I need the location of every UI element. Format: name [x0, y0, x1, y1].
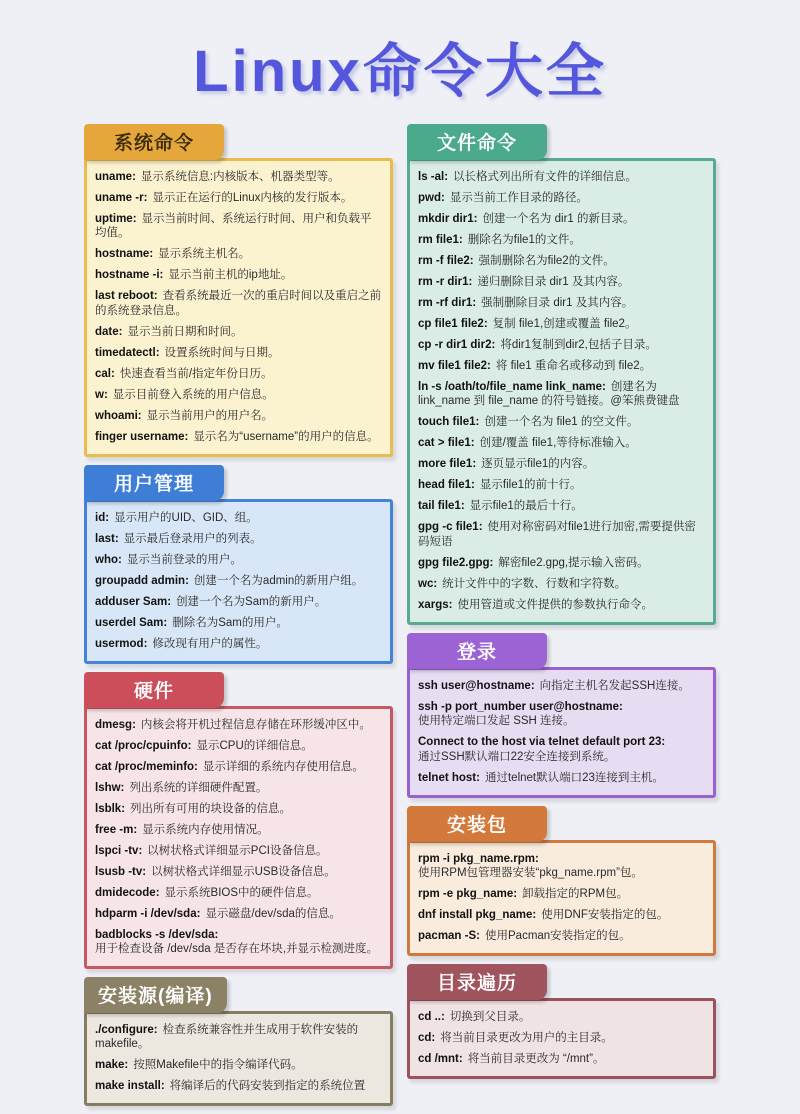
command-name: rm file1: [418, 233, 463, 246]
command-name: gpg file2.gpg: [418, 556, 494, 569]
command-description: 将当前目录更改为 “/mnt”。 [467, 1052, 605, 1065]
command-description: 使用对称密码对file1进行加密,需要提供密码短语 [418, 521, 696, 548]
command-description: 删除名为Sam的用户。 [172, 616, 288, 629]
command-description: 检查系统兼容性并生成用于软件安装的makefile。 [95, 1023, 359, 1051]
command-description: 快速查看当前/指定年份日历。 [119, 367, 273, 380]
command-name: rm -rf dir1: [418, 296, 477, 309]
command-entry [418, 296, 705, 310]
command-entry [418, 700, 705, 729]
section-card-hardware [84, 706, 393, 969]
command-name: hostname: [95, 248, 154, 261]
command-entry [418, 679, 705, 693]
command-description: 通过SSH默认端口22安全连接到系统。 [418, 750, 616, 763]
command-entry [418, 499, 705, 513]
command-description: 显示当前日期和时间。 [127, 325, 243, 338]
section-hardware [84, 672, 393, 969]
command-entry [95, 574, 382, 588]
command-description: 使用DNF安装指定的包。 [541, 909, 669, 922]
content-columns [0, 124, 800, 1114]
command-entry [418, 415, 705, 429]
command-description: 显示CPU的详细信息。 [196, 739, 313, 752]
command-description: 显示系统主机名。 [158, 248, 251, 261]
command-description: 显示当前主机的ip地址。 [168, 269, 293, 282]
command-name: wc: [418, 577, 438, 590]
command-description: 显示磁盘/dev/sda的信息。 [205, 907, 341, 920]
command-description: 修改现有用户的属性。 [152, 637, 268, 650]
command-name: timedatectl: [95, 346, 160, 359]
command-name: lspci -tv: [95, 844, 143, 857]
command-entry [418, 359, 705, 373]
command-description: 使用Pacman安装指定的包。 [485, 930, 631, 942]
command-entry [95, 388, 382, 402]
command-description: 删除名为file1的文件。 [467, 233, 581, 246]
command-name: cd ..: [418, 1010, 445, 1023]
left-column [84, 124, 393, 1114]
command-entry [95, 325, 382, 339]
command-entry [95, 289, 382, 318]
command-name: rpm -e pkg_name: [418, 888, 518, 901]
command-entry [418, 908, 705, 922]
command-name: dnf install pkg_name: [418, 909, 537, 922]
command-name: w: [95, 388, 108, 401]
command-description: 创建一个名为 file1 的空文件。 [484, 416, 639, 429]
command-description: 显示名为“username”的用户的信息。 [193, 430, 379, 443]
command-description: 以长格式列出所有文件的详细信息。 [453, 171, 638, 183]
command-name: rm -f file2: [418, 254, 474, 267]
command-description: 显示正在运行的Linux内核的发行版本。 [152, 191, 353, 204]
section-header-hardware: 硬件 [84, 672, 224, 708]
command-description: 显示file1的前十行。 [479, 479, 582, 492]
command-entry [95, 346, 382, 360]
section-file-commands [407, 124, 716, 625]
command-name: cat /proc/cpuinfo: [95, 739, 192, 752]
command-entry [95, 532, 382, 546]
command-entry [95, 1058, 382, 1072]
command-name: hostname -i: [95, 269, 164, 282]
command-description: 将当前目录更改为用户的主目录。 [440, 1031, 613, 1044]
command-description: 以树状格式详细显示PCI设备信息。 [147, 844, 328, 857]
command-description: 显示系统BIOS中的硬件信息。 [164, 886, 319, 899]
command-entry [95, 511, 382, 525]
command-description: 使用特定端口发起 SSH 连接。 [418, 715, 575, 728]
command-entry [95, 928, 382, 957]
section-card-system-commands [84, 158, 393, 457]
command-entry [95, 865, 382, 879]
command-name: Connect to the host via telnet default port 23: [418, 736, 666, 749]
command-entry [95, 844, 382, 858]
section-header-system-commands: 系统命令 [84, 124, 224, 160]
command-name: groupadd admin: [95, 574, 189, 587]
command-description: 创建名为 link_name 到 file_name 的符号链接。@笨熊费键盘 [418, 380, 680, 408]
command-description: 查看系统最近一次的重启时间以及重启之前的系统登录信息。 [95, 290, 382, 317]
command-description: 列出系统的详细硬件配置。 [129, 781, 268, 794]
command-entry [95, 760, 382, 774]
command-entry [418, 1031, 705, 1045]
command-name: dmidecode: [95, 886, 160, 899]
command-name: ./configure: [95, 1023, 158, 1036]
command-entry [418, 1010, 705, 1024]
section-card-file-commands [407, 158, 716, 625]
command-name: more file1: [418, 458, 477, 471]
command-entry [418, 771, 705, 785]
command-name: badblocks -s /dev/sda: [95, 928, 219, 941]
command-description: 显示file1的最后十行。 [469, 500, 583, 513]
command-description: 将 file1 重命名或移动到 file2。 [495, 359, 652, 372]
command-name: ssh -p port_number user@hostname: [418, 700, 623, 713]
command-entry [95, 191, 382, 205]
command-entry [418, 520, 705, 549]
command-entry [95, 170, 382, 184]
command-name: cd: [418, 1031, 436, 1044]
page-title: Linux命令大全 [193, 39, 607, 104]
command-entry [95, 247, 382, 261]
command-name: lsblk: [95, 802, 126, 815]
command-description: 使用管道或文件提供的参数执行命令。 [457, 598, 654, 611]
command-entry [418, 735, 705, 764]
command-description: 显示最后登录用户的列表。 [123, 532, 262, 545]
command-entry [418, 275, 705, 289]
section-header-file-commands: 文件命令 [407, 124, 547, 160]
section-user-management [84, 465, 393, 664]
right-column [407, 124, 716, 1087]
section-card-user-management [84, 499, 393, 664]
section-card-install-package [407, 840, 716, 956]
command-entry [95, 409, 382, 423]
command-entry [418, 317, 705, 331]
command-description: 通过telnet默认端口23连接到主机。 [484, 771, 664, 784]
command-entry [95, 595, 382, 609]
command-description: 递归删除目录 dir1 及其内容。 [477, 275, 630, 288]
command-name: free -m: [95, 823, 138, 836]
command-entry [418, 577, 705, 591]
command-name: xargs: [418, 598, 453, 611]
command-name: make: [95, 1059, 129, 1072]
command-description: 强制删除目录 dir1 及其内容。 [481, 296, 634, 309]
section-directory-traversal [407, 964, 716, 1079]
command-description: 将编译后的代码安装到指定的系统位置 [169, 1080, 366, 1093]
command-name: tail file1: [418, 500, 465, 513]
command-description: 统计文件中的字数、行数和字符数。 [442, 577, 627, 590]
command-description: 创建/覆盖 file1,等待标准输入。 [479, 437, 637, 450]
command-description: 卸载指定的RPM包。 [522, 888, 629, 901]
section-header-login: 登录 [407, 633, 547, 669]
command-description: 向指定主机名发起SSH连接。 [539, 679, 690, 692]
command-entry [95, 367, 382, 381]
command-name: cd /mnt: [418, 1052, 463, 1065]
command-description: 创建一个名为Sam的新用户。 [176, 595, 327, 608]
command-entry [418, 233, 705, 247]
command-name: telnet host: [418, 771, 480, 784]
command-name: ln -s /oath/to/file_name link_name: [418, 380, 606, 393]
command-description: 强制删除名为file2的文件。 [478, 254, 615, 267]
command-description: 显示目前登入系统的用户信息。 [112, 388, 274, 401]
command-name: mkdir dir1: [418, 212, 478, 225]
command-name: last reboot: [95, 290, 158, 303]
command-entry [95, 637, 382, 651]
command-entry [95, 1079, 382, 1093]
command-name: hdparm -i /dev/sda: [95, 907, 201, 920]
command-name: cat > file1: [418, 437, 475, 450]
section-system-commands [84, 124, 393, 457]
command-entry [95, 886, 382, 900]
command-entry [418, 1052, 705, 1066]
command-name: finger username: [95, 430, 189, 443]
command-description: 设置系统时间与日期。 [164, 346, 280, 359]
command-name: last: [95, 532, 119, 545]
command-name: head file1: [418, 479, 475, 492]
command-entry [418, 852, 705, 881]
command-entry [418, 436, 705, 450]
command-name: whoami: [95, 409, 142, 422]
command-name: cat /proc/meminfo: [95, 760, 198, 773]
command-entry [418, 478, 705, 492]
command-description: 显示系统内存使用情况。 [142, 823, 269, 836]
command-entry [95, 781, 382, 795]
command-name: userdel Sam: [95, 616, 168, 629]
command-description: 显示当前用户的用户名。 [146, 409, 274, 422]
command-description: 显示用户的UID、GID、组。 [114, 511, 258, 524]
command-entry [95, 739, 382, 753]
command-description: 显示系统信息:内核版本、机器类型等。 [140, 171, 340, 183]
command-description: 显示当前时间、系统运行时间、用户和负载平均值。 [95, 212, 372, 240]
command-name: cp -r dir1 dir2: [418, 338, 496, 351]
section-login [407, 633, 716, 798]
command-name: rm -r dir1: [418, 275, 473, 288]
section-header-directory-traversal: 目录遍历 [407, 964, 547, 1000]
command-name: lsusb -tv: [95, 865, 147, 878]
command-description: 以树状格式详细显示USB设备信息。 [151, 865, 336, 878]
command-name: ls -al: [418, 171, 449, 183]
command-entry [95, 907, 382, 921]
command-name: make install: [95, 1080, 165, 1093]
command-description: 内核会将开机过程信息存储在环形缓冲区中。 [140, 718, 371, 731]
section-card-install-source [84, 1011, 393, 1106]
section-card-login [407, 667, 716, 798]
command-entry [418, 338, 705, 352]
command-entry [418, 556, 705, 570]
command-name: mv file1 file2: [418, 359, 491, 372]
command-description: 按照Makefile中的指令编译代码。 [133, 1059, 303, 1072]
section-header-install-source: 安装源(编译) [84, 977, 227, 1013]
command-entry [418, 212, 705, 226]
command-entry [95, 268, 382, 282]
command-description: 创建一个名为admin的新用户组。 [193, 574, 364, 587]
command-name: adduser Sam: [95, 595, 172, 608]
command-name: uname: [95, 171, 136, 183]
command-name: ssh user@hostname: [418, 679, 535, 692]
command-description: 显示详细的系统内存使用信息。 [202, 760, 364, 773]
section-header-install-package: 安装包 [407, 806, 547, 842]
command-description: 用于检查设备 /dev/sda 是否存在坏块,并显示检测进度。 [95, 943, 379, 955]
command-description: 列出所有可用的块设备的信息。 [130, 802, 292, 815]
command-description: 解密file2.gpg,提示输入密码。 [498, 556, 649, 569]
command-entry [418, 380, 705, 409]
command-description: 切换到父目录。 [449, 1010, 531, 1023]
command-description: 将dir1复制到dir2,包括子目录。 [500, 338, 657, 351]
command-name: touch file1: [418, 416, 480, 429]
command-entry [95, 823, 382, 837]
section-install-source [84, 977, 393, 1106]
command-entry [418, 598, 705, 612]
command-entry [95, 802, 382, 816]
command-name: id: [95, 511, 110, 524]
command-entry [95, 718, 382, 732]
command-entry [418, 929, 705, 943]
command-description: 复制 file1,创建或覆盖 file2。 [492, 317, 637, 330]
command-entry [95, 616, 382, 630]
command-description: 逐页显示file1的内容。 [481, 458, 595, 471]
command-name: uptime: [95, 212, 137, 225]
command-entry [418, 170, 705, 184]
command-name: who: [95, 553, 122, 566]
command-entry [418, 887, 705, 901]
command-name: uname -r: [95, 191, 148, 204]
section-header-user-management: 用户管理 [84, 465, 224, 501]
command-entry [95, 553, 382, 567]
command-entry [95, 212, 382, 241]
command-name: pacman -S: [418, 930, 480, 942]
command-entry [95, 430, 382, 444]
command-name: rpm -i pkg_name.rpm: [418, 852, 539, 865]
command-name: pwd: [418, 191, 445, 204]
command-name: lshw: [95, 781, 125, 794]
command-description: 创建一个名为 dir1 的新目录。 [482, 212, 635, 225]
command-entry [95, 1023, 382, 1052]
command-entry [418, 457, 705, 471]
command-description: 显示当前登录的用户。 [126, 553, 242, 566]
command-name: dmesg: [95, 718, 136, 731]
command-description: 使用RPM包管理器安装“pkg_name.rpm”包。 [418, 867, 643, 880]
section-install-package [407, 806, 716, 956]
command-name: usermod: [95, 637, 148, 650]
command-name: date: [95, 325, 123, 338]
command-name: cal: [95, 367, 115, 380]
command-description: 显示当前工作目录的路径。 [449, 191, 588, 204]
command-entry [418, 191, 705, 205]
command-entry [418, 254, 705, 268]
command-name: gpg -c file1: [418, 521, 483, 534]
command-name: cp file1 file2: [418, 317, 488, 330]
